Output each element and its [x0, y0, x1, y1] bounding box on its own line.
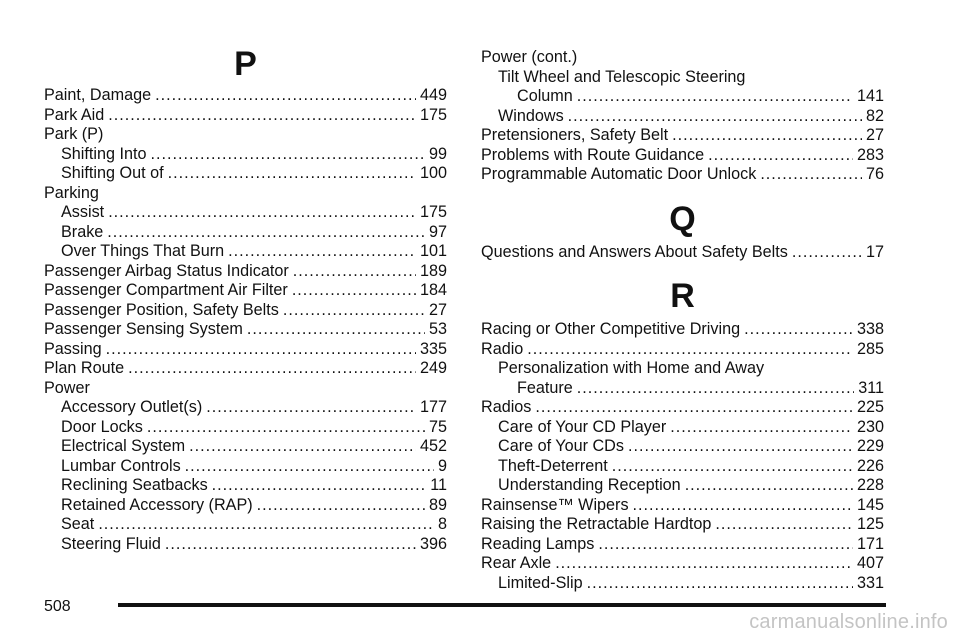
index-entry-page: 230: [856, 417, 884, 436]
index-entry-page: 283: [856, 145, 884, 164]
index-entry: [44, 145, 447, 165]
index-entry: [44, 359, 447, 379]
index-entry-page: 9: [437, 456, 447, 475]
dot-leader: [598, 535, 853, 555]
index-entry-page: 141: [856, 87, 884, 105]
index-heading: Parking: [44, 183, 99, 202]
index-entry-label: Brake: [61, 222, 104, 241]
index-entry-label: Care of Your CDs: [498, 437, 624, 455]
index-entry: [44, 203, 447, 223]
index-entry: [44, 437, 447, 457]
dot-leader: [151, 145, 425, 165]
index-heading: Park (P): [44, 125, 104, 143]
index-entry-label: Passing: [44, 339, 102, 358]
index-entry: [481, 457, 884, 477]
index-entry: [44, 496, 447, 516]
index-heading: Personalization with Home and Away: [498, 359, 765, 377]
index-list-q: [481, 243, 884, 263]
dot-leader: [292, 281, 416, 301]
index-entry-label: Understanding Reception: [498, 476, 681, 494]
index-list-r: [481, 320, 884, 593]
index-entry-page: 177: [419, 398, 447, 416]
index-entry-page: 75: [428, 417, 447, 436]
index-entry: [44, 476, 447, 496]
index-entry-label: Theft-Deterrent: [498, 456, 608, 475]
index-entry-page: 99: [428, 144, 447, 163]
index-entry: [481, 379, 884, 399]
dot-leader: [147, 418, 425, 438]
dot-leader: [633, 496, 853, 516]
index-entry-label: Passenger Compartment Air Filter: [44, 281, 288, 299]
index-entry: [481, 340, 884, 360]
index-entry: [481, 126, 884, 146]
index-entry-page: 100: [419, 164, 447, 182]
index-letter-r: R: [670, 277, 695, 315]
index-entry-page: 76: [865, 165, 884, 183]
index-entry-page: 396: [419, 534, 447, 553]
index-entry-label: Shifting Into: [61, 144, 147, 163]
index-entry-label: Lumbar Controls: [61, 456, 181, 475]
index-entry: [44, 164, 447, 184]
index-entry: [44, 242, 447, 262]
index-entry-label: Passenger Airbag Status Indicator: [44, 261, 289, 280]
index-entry-page: 89: [428, 495, 447, 514]
index-entry-label: Questions and Answers About Safety Belts: [481, 242, 788, 261]
index-entry-page: 449: [419, 86, 447, 104]
index-entry-page: 97: [428, 222, 447, 241]
index-entry-page: 452: [419, 437, 447, 455]
index-entry: [481, 418, 884, 438]
index-entry-label: Shifting Out of: [61, 164, 164, 182]
index-entry-page: 229: [856, 437, 884, 455]
dot-leader: [247, 320, 425, 340]
dot-leader: [628, 437, 853, 457]
index-entry: [481, 515, 884, 535]
index-entry: [481, 398, 884, 418]
index-entry-label: Radio: [481, 339, 524, 358]
dot-leader: [206, 398, 416, 418]
index-entry: [44, 281, 447, 301]
dot-leader: [568, 107, 862, 127]
index-entry: [481, 243, 884, 263]
dot-leader: [185, 457, 434, 477]
index-entry-label: Electrical System: [61, 437, 186, 455]
index-entry-page: 338: [856, 320, 884, 338]
index-entry-page: 27: [428, 300, 447, 319]
index-entry-page: 184: [419, 281, 447, 299]
index-entry-page: 189: [419, 261, 447, 280]
index-entry: [481, 496, 884, 516]
index-entry-label: Pretensioners, Safety Belt: [481, 126, 669, 144]
dot-leader: [708, 146, 853, 166]
watermark: carmanualsonline.info: [749, 611, 948, 633]
index-entry-label: Windows: [498, 106, 564, 125]
dot-leader: [228, 242, 416, 262]
dot-leader: [670, 418, 853, 438]
index-entry: [44, 535, 447, 555]
index-entry-label: Park Aid: [44, 105, 105, 124]
dot-leader: [257, 496, 425, 516]
dot-leader: [612, 457, 853, 477]
index-entry: [44, 320, 447, 340]
index-entry: [481, 437, 884, 457]
index-entry-label: Reading Lamps: [481, 534, 595, 553]
index-entry-page: 101: [419, 242, 447, 260]
index-letter-p: P: [234, 45, 257, 83]
index-entry-label: Racing or Other Competitive Driving: [481, 320, 741, 338]
index-entry-page: 175: [419, 203, 447, 221]
dot-leader: [587, 574, 853, 594]
index-list-power-cont: [481, 48, 884, 185]
index-letter-q: Q: [669, 199, 696, 238]
dot-leader: [108, 106, 416, 126]
index-entry-page: 171: [856, 534, 884, 553]
dot-leader: [715, 515, 853, 535]
index-entry-label: Door Locks: [61, 417, 143, 436]
index-entry-label: Seat: [61, 515, 95, 533]
index-entry: [44, 418, 447, 438]
dot-leader: [212, 476, 427, 496]
index-entry: [44, 457, 447, 477]
index-entry-label: Feature: [517, 378, 573, 397]
index-entry: [44, 262, 447, 282]
index-entry-page: 82: [865, 106, 884, 125]
index-entry-page: 27: [865, 126, 884, 144]
index-entry-page: 225: [856, 398, 884, 416]
dot-leader: [108, 203, 416, 223]
index-entry: [44, 301, 447, 321]
index-entry: [44, 515, 447, 535]
index-entry: [44, 106, 447, 126]
dot-leader: [283, 301, 425, 321]
index-entry-page: 249: [419, 359, 447, 377]
index-entry-label: Problems with Route Guidance: [481, 145, 705, 164]
index-entry-page: 311: [858, 378, 884, 397]
index-entry-label: Care of Your CD Player: [498, 417, 667, 436]
index-entry-label: Over Things That Burn: [61, 242, 225, 260]
index-entry-page: 226: [856, 456, 884, 475]
index-entry: [44, 223, 447, 243]
dot-leader: [577, 379, 854, 399]
dot-leader: [165, 535, 416, 555]
dot-leader: [106, 340, 416, 360]
index-entry-label: Reclining Seatbacks: [61, 476, 208, 494]
index-entry: [481, 574, 884, 594]
index-entry-page: 331: [856, 573, 884, 592]
dot-leader: [155, 86, 416, 106]
index-entry-label: Accessory Outlet(s): [61, 398, 203, 416]
index-entry-label: Retained Accessory (RAP): [61, 495, 253, 514]
index-column-right: [481, 48, 884, 593]
index-entry: [44, 340, 447, 360]
dot-leader: [535, 398, 853, 418]
index-entry-page: 8: [437, 515, 447, 533]
dot-leader: [577, 87, 853, 107]
index-entry-label: Rear Axle: [481, 554, 552, 572]
index-entry-page: 285: [856, 339, 884, 358]
index-entry-label: Rainsense™ Wipers: [481, 495, 629, 514]
index-entry-page: 145: [856, 495, 884, 514]
index-entry-label: Paint, Damage: [44, 86, 152, 104]
dot-leader: [98, 515, 434, 535]
index-entry-page: 175: [419, 105, 447, 124]
index-column-left: [44, 44, 447, 554]
index-entry: [481, 535, 884, 555]
index-entry: [44, 86, 447, 106]
dot-leader: [685, 476, 853, 496]
index-entry-label: Limited-Slip: [498, 573, 583, 592]
index-entry-label: Programmable Automatic Door Unlock: [481, 165, 757, 183]
dot-leader: [744, 320, 853, 340]
index-entry-page: 11: [430, 476, 447, 494]
dot-leader: [293, 262, 416, 282]
index-entry-label: Steering Fluid: [61, 534, 161, 553]
index-entry-label: Assist: [61, 203, 105, 221]
index-heading: Power (cont.): [481, 48, 578, 66]
index-entry: [481, 476, 884, 496]
index-entry-label: Plan Route: [44, 359, 125, 377]
index-entry: [481, 146, 884, 166]
index-entry-page: 17: [865, 242, 884, 261]
dot-leader: [189, 437, 416, 457]
index-entry: [481, 165, 884, 185]
index-entry-label: Column: [517, 87, 573, 105]
index-heading: Tilt Wheel and Telescopic Steering: [498, 67, 746, 86]
index-entry: [481, 107, 884, 127]
footer-rule: [118, 603, 886, 607]
dot-leader: [672, 126, 862, 146]
index-entry: [481, 554, 884, 574]
dot-leader: [527, 340, 853, 360]
index-entry-page: 53: [428, 320, 447, 338]
index-entry-page: 125: [856, 515, 884, 533]
index-entry-page: 335: [419, 339, 447, 358]
dot-leader: [107, 223, 425, 243]
index-entry-label: Raising the Retractable Hardtop: [481, 515, 712, 533]
index-list-p: [44, 86, 447, 554]
dot-leader: [555, 554, 853, 574]
index-entry: [481, 320, 884, 340]
index-entry-label: Radios: [481, 398, 532, 416]
index-entry-label: Passenger Position, Safety Belts: [44, 300, 279, 319]
dot-leader: [128, 359, 416, 379]
dot-leader: [792, 243, 862, 263]
index-entry-page: 228: [856, 476, 884, 494]
index-entry-page: 407: [856, 554, 884, 572]
index-entry: [481, 87, 884, 107]
index-entry: [44, 398, 447, 418]
dot-leader: [760, 165, 862, 185]
index-heading: Power: [44, 378, 90, 397]
dot-leader: [168, 164, 416, 184]
page-number: 508: [44, 598, 71, 615]
index-entry-label: Passenger Sensing System: [44, 320, 243, 338]
